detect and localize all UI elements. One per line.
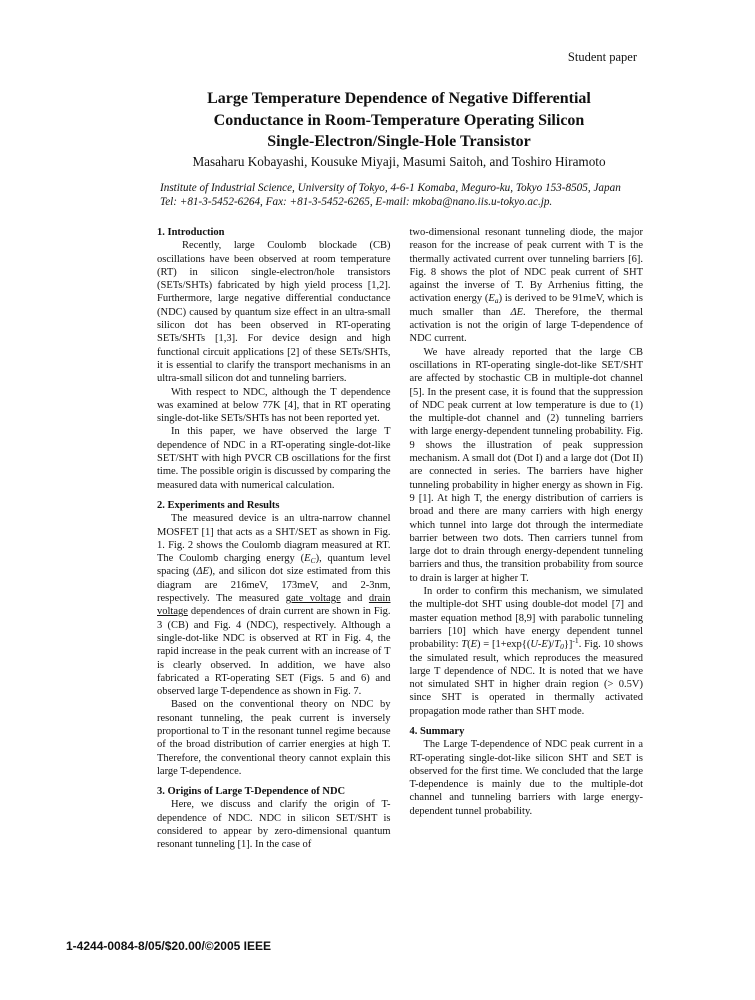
math-text: E (304, 553, 311, 565)
body-columns (157, 226, 643, 852)
paragraph (157, 386, 391, 426)
paragraph (410, 226, 644, 346)
paragraph (410, 585, 644, 718)
left-column (157, 226, 391, 852)
text-run: Here, we discuss and clarify the origin of T-dependence of NDC. NDC in silicon SET/SHT is considered to appear by zero-dimensional quantum resonant tunneling [1]. In the case of (157, 799, 391, 851)
math-text: T (461, 639, 468, 651)
header-note: Student paper (567, 50, 637, 64)
text-run: In this paper, we have observed the large T dependence of NDC in a RT-operating single-dot-like SET/SHT with high PVCR CB oscillations for the first time. The possible origin is discussed by comparing the measured data with numerical calculation. (157, 426, 391, 491)
text-run: -1 (572, 636, 579, 646)
section-heading: 4. Summary (409, 725, 465, 737)
text-run: The measured device is an ultra-narrow channel MOSFET [1] that acts as a SHT/SET as shown in Fig. 1. Fig. 2 shows the Coulomb diagram measured at RT. The Coulomb charging energy ( (157, 513, 391, 565)
text-run: With respect to NDC, although the T dependence was examined at below 77K [4], that in RT operating single-dot-like SETs/SHTs has not been reported yet. (157, 386, 391, 425)
affiliation-line-1: Institute of Industrial Science, University of Tokyo, 4-6-1 Komaba, Meguro-ku, Tokyo 153-8505, Japan (160, 182, 621, 194)
math-text: ΔE (196, 566, 209, 578)
right-column (410, 226, 644, 852)
text-run: two-dimensional resonant tunneling diode, the major reason for the increase of peak current with T is the thermally activated current over tunneling barriers [6]. Fig. 8 shows the plot of NDC peak current of SHT against the inverse of T. By Arrhenius fitting, the activation energy ( (409, 227, 643, 305)
text-run: Based on the conventional theory on NDC by resonant tunneling, the peak current is inversely proportional to T in the resonant tunnel regime because of the broad distribution of carrier energies at high T. Therefore, the conventional theory cannot explain this large T-dependence. (157, 699, 391, 777)
paragraph (410, 738, 644, 818)
text-run: dependences of drain current are shown in Fig. 3 (CB) and Fig. 4 (NDC), respectively. Although a single-dot-like NDC is observed at RT in Fig. 4, the rapid increase in the peak current with an increase of T is clearly observed. In addition, we have also fabricated a RT-operating SET (Figs. 5 and 6) and observed large T-dependence as shown in Fig. 7. (157, 606, 391, 698)
text-run: and (340, 593, 369, 605)
text-run: The Large T-dependence of NDC peak current in a RT-operating single-dot-like silicon SHT and SET is observed for the first time. We concluded that the large T-dependence is mainly due to the multiple-dot channel and tunneling barriers with large energy-dependent tunnel probability. (409, 739, 643, 817)
text-run: In order to confirm this mechanism, we simulated the multiple-dot SHT using double-dot model [7] and master equation method [8,9] with parabolic tunneling barriers [10] which have energy dependent tunnel probability: (409, 586, 643, 651)
text-run: ), quantum level spacing ( (157, 553, 391, 578)
underlined-text: drain voltage (157, 593, 391, 618)
underlined-text: gate voltage (285, 593, 341, 605)
math-text: 0 (560, 642, 564, 652)
paragraph (157, 512, 391, 698)
paragraph (157, 425, 391, 491)
text-run: )/ (547, 639, 555, 651)
math-text: a (494, 296, 499, 306)
math-text: E (488, 293, 495, 305)
paper-title (157, 88, 641, 153)
text-run: We have already reported that the large CB oscillations in RT-operating single-dot-like SET/SHT are affected by stochastic CB in multiple-dot channel [5]. In the present case, it is found that the suppression of NDC peak current at low temperature is due to (1) the multiple-dot channel and (2) tunneling barriers with large energy-dependent tunneling probability. Fig. 9 shows the illustration of peak suppression mechanism. A small dot (Dot I) and a large dot (Dot II) are connected in series. The barriers have higher tunneling probability in higher energy as shown in Fig. 9 [1]. At high T, the energy distribution of carriers is broad and there are many carriers with high energy which tunnel into large dot through the intermediate barrier between two dots. Then carriers tunnel from large dot to drain through energy-dependent tunneling barriers and thus, the transition probability from source to drain is larger at higher T. (409, 346, 643, 584)
authors-line: Masaharu Kobayashi, Kousuke Miyaji, Masumi Saitoh, and Toshiro Hiramoto (192, 154, 606, 169)
math-text: C (310, 556, 316, 565)
copyright-footer: 1-4244-0084-8/05/$20.00/©2005 IEEE (66, 939, 271, 953)
text-run: ) = [1+exp{( (477, 639, 531, 651)
paragraph (157, 239, 391, 385)
paragraph (410, 346, 644, 585)
affiliation-block (160, 182, 650, 210)
title-line-3: Single-Electron/Single-Hole Transistor (267, 133, 531, 150)
math-text: U-E (530, 639, 548, 651)
paragraph (157, 798, 391, 851)
text-run: ) is derived to be 91meV, which is much smaller than (409, 293, 643, 318)
affiliation-line-2: Tel: +81-3-5452-6264, Fax: +81-3-5452-6265, E-mail: mkoba@nano.iis.u-tokyo.ac.jp. (160, 195, 553, 208)
text-run: . Therefore, the thermal activation is not the origin of large T-dependence of NDC current. (409, 306, 644, 345)
section-heading: 3. Origins of Large T-Dependence of NDC (157, 786, 346, 798)
section-heading: 1. Introduction (157, 227, 225, 238)
text-run: Recently, large Coulomb blockade (CB) oscillations have been observed at room temperature (RT) in silicon single-electron/hole transistors (SETs/SHTs) fabricated by high yield process [1,2]. Furthermore, large negative differential conductance (NDC) caused by quantum size effect in an ultra-small silicon dot has been observed in RT-operating SETs/SHTs [1,3]. For device design and high functional circuit applications [2] of these SETs/SHTs, it is essential to clarify the transport mechanisms in an ultra-small silicon dot and tunneling barriers. (157, 240, 391, 385)
title-line-2: Conductance in Room-Temperature Operating Silicon (213, 111, 585, 129)
math-text: T (554, 639, 561, 651)
title-line-1: Large Temperature Dependence of Negative Differential (207, 90, 591, 107)
paragraph (157, 698, 391, 778)
text-run: . Fig. 10 shows the simulated result, which reproduces the measured large T dependence of NDC. It is noted that we have not simulated SHT in higher drain region (> 0.5V) since SHT is operated in thermally activated propagation mode rather than SHT mode. (409, 639, 643, 717)
text-run: ( (467, 639, 471, 651)
section-heading: 2. Experiments and Results (157, 499, 280, 511)
math-text: ΔE (510, 306, 524, 318)
text-run: }] (563, 639, 573, 651)
math-text: E (470, 639, 478, 651)
text-run: ), and silicon dot size estimated from this diagram are 216meV, 173meV, and 2-3nm, respectively. The measured (157, 566, 391, 605)
